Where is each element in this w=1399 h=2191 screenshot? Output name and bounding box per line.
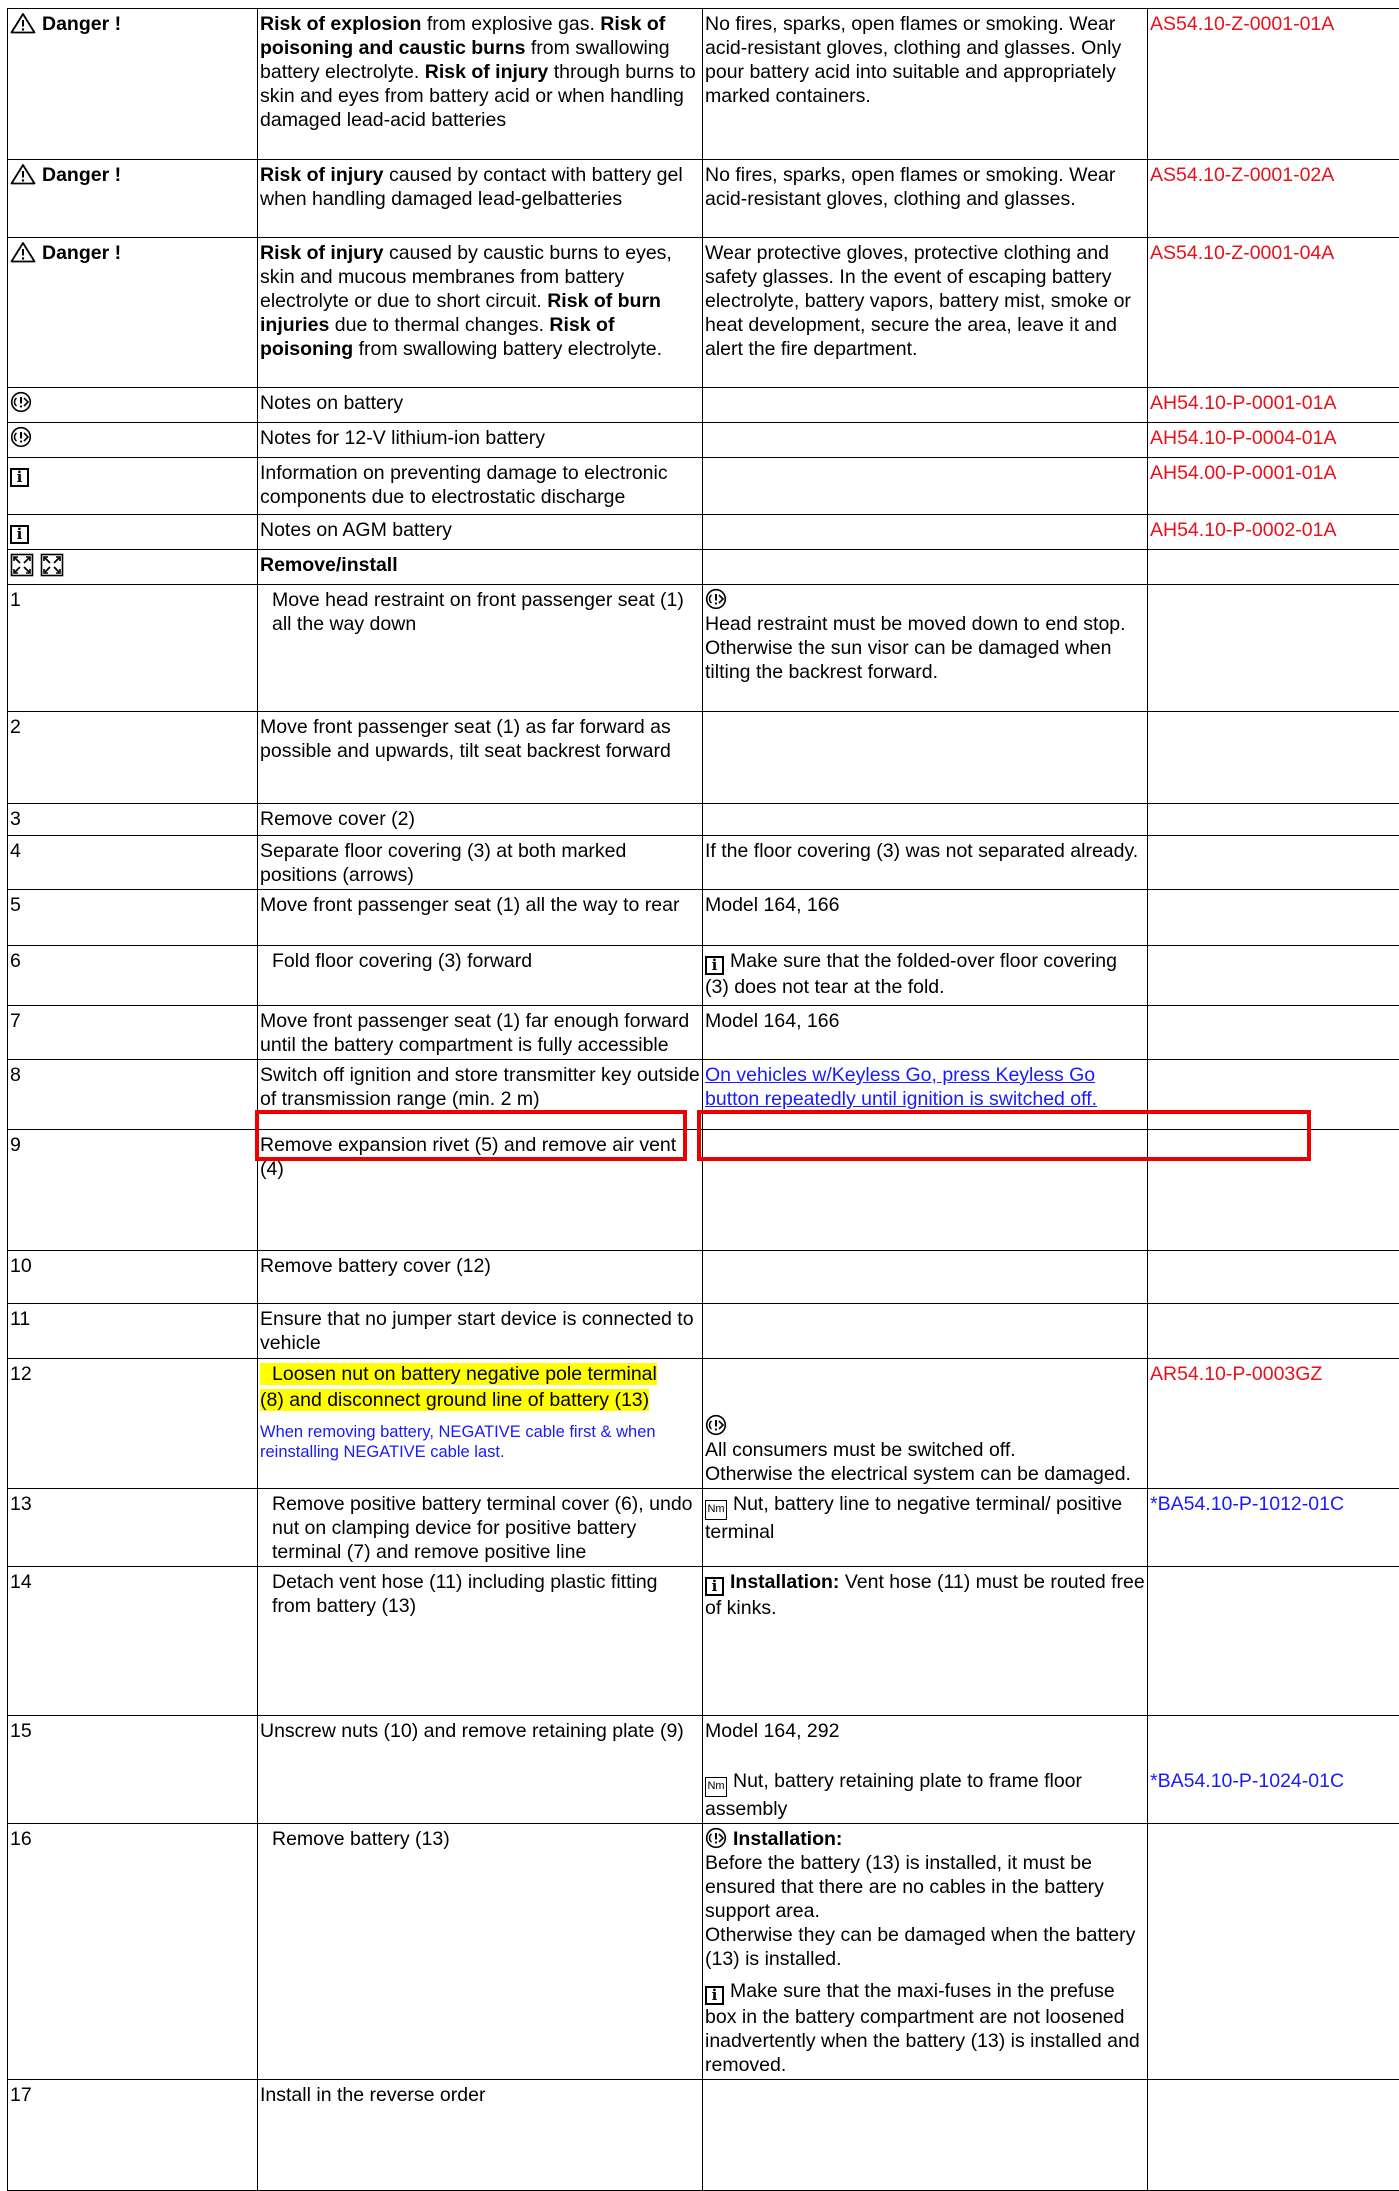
step-text-cell: Move front passenger seat (1) all the way to rear [258,890,703,946]
warning-risk: Risk of injury caused by caustic burns to eyes, skin and mucous membranes from battery electrolyte or due to short circuit. Risk of burn injuries due to thermal changes. Risk of poisoning from swallowing battery electrolyte. [258,238,703,388]
step-ref-cell [1148,804,1399,836]
step-text-cell: Remove positive battery terminal cover (6), undo nut on clamping device for positive battery terminal (7) and remove positive line [258,1489,703,1567]
step-row [8,890,1399,946]
note-icon [10,391,32,413]
warning-reference-link[interactable]: AS54.10-Z-0001-02A [1148,160,1399,238]
warning-measures: Wear protective gloves, protective clothing and safety glasses. In the event of escaping battery electrolyte, battery vapors, battery mist, smoke or heat development, secure the area, leave it and alert the fire department. [703,238,1148,388]
warning-triangle-icon [10,241,36,263]
step-number: 4 [8,836,258,890]
step-text-cell: Fold floor covering (3) forward [258,946,703,1006]
note-row [8,388,1399,423]
markup-box-step8-note [697,1110,1311,1161]
step-row [8,585,1399,712]
step-row [8,946,1399,1006]
note-text: Notes for 12-V lithium-ion battery [258,423,703,458]
warning-triangle-icon [10,12,36,34]
step-number: 6 [8,946,258,1006]
step-text-cell: Separate floor covering (3) at both marked positions (arrows) [258,836,703,890]
step-row [8,804,1399,836]
reference-link[interactable]: *BA54.10-P-1024-01C [1150,1770,1344,1792]
warning-label-cell [8,160,258,238]
step-number: 12 [8,1359,258,1489]
step-note-cell [703,1251,1148,1304]
warning-measures: No fires, sparks, open flames or smoking. Wear acid-resistant gloves, clothing and glasses. Only pour battery acid into suitable and appropriately marked containers. [703,9,1148,160]
step-ref-cell [1148,585,1399,712]
step-row [8,836,1399,890]
step-number: 1 [8,585,258,712]
torque-icon: Nm [705,1777,727,1797]
note-icon [705,1827,727,1849]
step-number: 13 [8,1489,258,1567]
warning-reference-link[interactable]: AS54.10-Z-0001-01A [1148,9,1399,160]
step-ref-cell [1148,2080,1399,2191]
blue-note: When removing battery, NEGATIVE cable first & when reinstalling NEGATIVE cable last. [260,1422,700,1462]
info-icon: i [705,956,724,975]
step-note-cell [703,712,1148,804]
procedure-table [7,8,1399,2191]
step-ref-cell [1148,712,1399,804]
step-note-cell: Head restraint must be moved down to end stop. Otherwise the sun visor can be damaged when tilting the backrest forward. [703,585,1148,712]
step-ref-cell [1148,1567,1399,1716]
step-note-cell: Model 164, 166 [703,890,1148,946]
warning-risk: Risk of injury caused by contact with battery gel when handling damaged lead-gelbatteries [258,160,703,238]
step-number: 7 [8,1006,258,1060]
warning-row [8,160,1399,238]
warning-risk: Risk of explosion from explosive gas. Risk of poisoning and caustic burns from swallowing battery electrolyte. Risk of injury through burns to skin and eyes from battery acid or when handling damaged lead-acid batteries [258,9,703,160]
step-text-cell: Move front passenger seat (1) as far forward as possible and upwards, tilt seat backrest forward [258,712,703,804]
info-icon: i [705,1986,724,2005]
warning-row [8,238,1399,388]
highlighted-text: (8) and disconnect ground line of battery (13) [260,1389,649,1411]
step-row [8,712,1399,804]
reference-link[interactable]: *BA54.10-P-1012-01C [1150,1493,1344,1515]
step-text-cell: Install in the reverse order [258,2080,703,2191]
step-row [8,2080,1399,2191]
step-text-cell: Ensure that no jumper start device is connected to vehicle [258,1304,703,1359]
step-number: 9 [8,1130,258,1251]
step-ref-cell [1148,836,1399,890]
step-row [8,1251,1399,1304]
step-row [8,1489,1399,1567]
step-row [8,1567,1399,1716]
warning-triangle-icon [10,163,36,185]
step-number: 16 [8,1824,258,2080]
step-text-cell: Remove expansion rivet (5) and remove air vent (4) [258,1130,703,1251]
step-note-cell: i Installation: Vent hose (11) must be routed free of kinks. [703,1567,1148,1716]
note-text: Information on preventing damage to electronic components due to electrostatic discharge [258,458,703,515]
step-ref-cell [1148,1359,1399,1489]
step-number: 17 [8,2080,258,2191]
step-note-cell: Model 164, 292 Nm Nut, battery retaining plate to frame floor assembly [703,1716,1148,1824]
install-icon [40,553,64,577]
step-number: 2 [8,712,258,804]
step-ref-cell [1148,890,1399,946]
remove-icon [10,553,34,577]
warning-label-cell [8,9,258,160]
step-ref-cell [1148,1304,1399,1359]
step-note-cell: All consumers must be switched off. Otherwise the electrical system can be damaged. [703,1359,1148,1489]
step-note-cell [703,2080,1148,2191]
step-row [8,1716,1399,1824]
step-note-cell [703,1304,1148,1359]
note-reference-link[interactable]: AH54.00-P-0001-01A [1148,458,1399,515]
step-ref-cell [1148,1824,1399,2080]
note-text: Notes on battery [258,388,703,423]
keyless-go-link[interactable]: On vehicles w/Keyless Go, press Keyless Go button repeatedly until ignition is switched off. [705,1064,1097,1110]
step-number: 5 [8,890,258,946]
step-note-cell: If the floor covering (3) was not separated already. [703,836,1148,890]
step-text-cell [258,1359,703,1489]
note-reference-link[interactable]: AH54.10-P-0004-01A [1148,423,1399,458]
step-number: 11 [8,1304,258,1359]
step-number: 14 [8,1567,258,1716]
step-text-cell: Remove cover (2) [258,804,703,836]
warning-reference-link[interactable]: AS54.10-Z-0001-04A [1148,238,1399,388]
note-text: Notes on AGM battery [258,515,703,550]
info-icon: i [10,468,29,487]
step-text-cell: Unscrew nuts (10) and remove retaining plate (9) [258,1716,703,1824]
info-icon: i [705,1577,724,1596]
info-icon: i [10,525,29,544]
step-note-cell: i Make sure that the folded-over floor covering (3) does not tear at the fold. [703,946,1148,1006]
torque-icon: Nm [705,1500,727,1520]
note-row [8,515,1399,550]
step-ref-cell [1148,946,1399,1006]
warning-measures: No fires, sparks, open flames or smoking. Wear acid-resistant gloves, clothing and glasses. [703,160,1148,238]
highlighted-text: Loosen nut on battery negative pole terminal [260,1363,657,1385]
step-text-cell: Detach vent hose (11) including plastic fitting from battery (13) [258,1567,703,1716]
step-ref-cell [1148,1489,1399,1567]
note-icon [705,1414,727,1436]
note-reference-link[interactable]: AH54.10-P-0001-01A [1148,388,1399,423]
warning-label-cell [8,238,258,388]
step-number: 8 [8,1060,258,1130]
markup-box-step8-text [255,1110,687,1161]
step-row [8,1824,1399,2080]
step-ref-cell [1148,1716,1399,1824]
warning-label: Danger ! [42,164,121,186]
step-text-cell: Remove battery cover (12) [258,1251,703,1304]
step-note-cell: Nm Nut, battery line to negative terminal/ positive terminal [703,1489,1148,1567]
note-row [8,423,1399,458]
step-row [8,1359,1399,1489]
note-reference-link[interactable]: AH54.10-P-0002-01A [1148,515,1399,550]
section-header-row [8,550,1399,585]
step-number: 10 [8,1251,258,1304]
step-text-cell: Remove battery (13) [258,1824,703,2080]
section-title: Remove/install [260,554,398,576]
step-row [8,1006,1399,1060]
step-text-cell: Move front passenger seat (1) far enough forward until the battery compartment is fully accessible [258,1006,703,1060]
step-text-cell: Switch off ignition and store transmitter key outside of transmission range (min. 2 m) [258,1060,703,1130]
step-number: 3 [8,804,258,836]
step-note-cell: Model 164, 166 [703,1006,1148,1060]
step-note-cell: Installation: Before the battery (13) is installed, it must be ensured that there are no cables in the battery support area. Otherwise they can be damaged when the battery (13) is installed. i Make sure that the maxi-fuses in the prefuse box in the battery compartment are not loosened inadvertently when the battery (13) is installed and removed. [703,1824,1148,2080]
step-note-cell [703,804,1148,836]
step-text-cell: Move head restraint on front passenger seat (1) all the way down [258,585,703,712]
warning-label: Danger ! [42,242,121,264]
step-ref-cell [1148,1006,1399,1060]
step-row [8,1304,1399,1359]
note-row [8,458,1399,515]
warning-row [8,9,1399,160]
step-number: 15 [8,1716,258,1824]
step-ref-cell [1148,1251,1399,1304]
reference-link[interactable]: AR54.10-P-0003GZ [1150,1363,1322,1385]
note-icon [705,588,727,610]
note-icon [10,426,32,448]
warning-label: Danger ! [42,13,121,35]
